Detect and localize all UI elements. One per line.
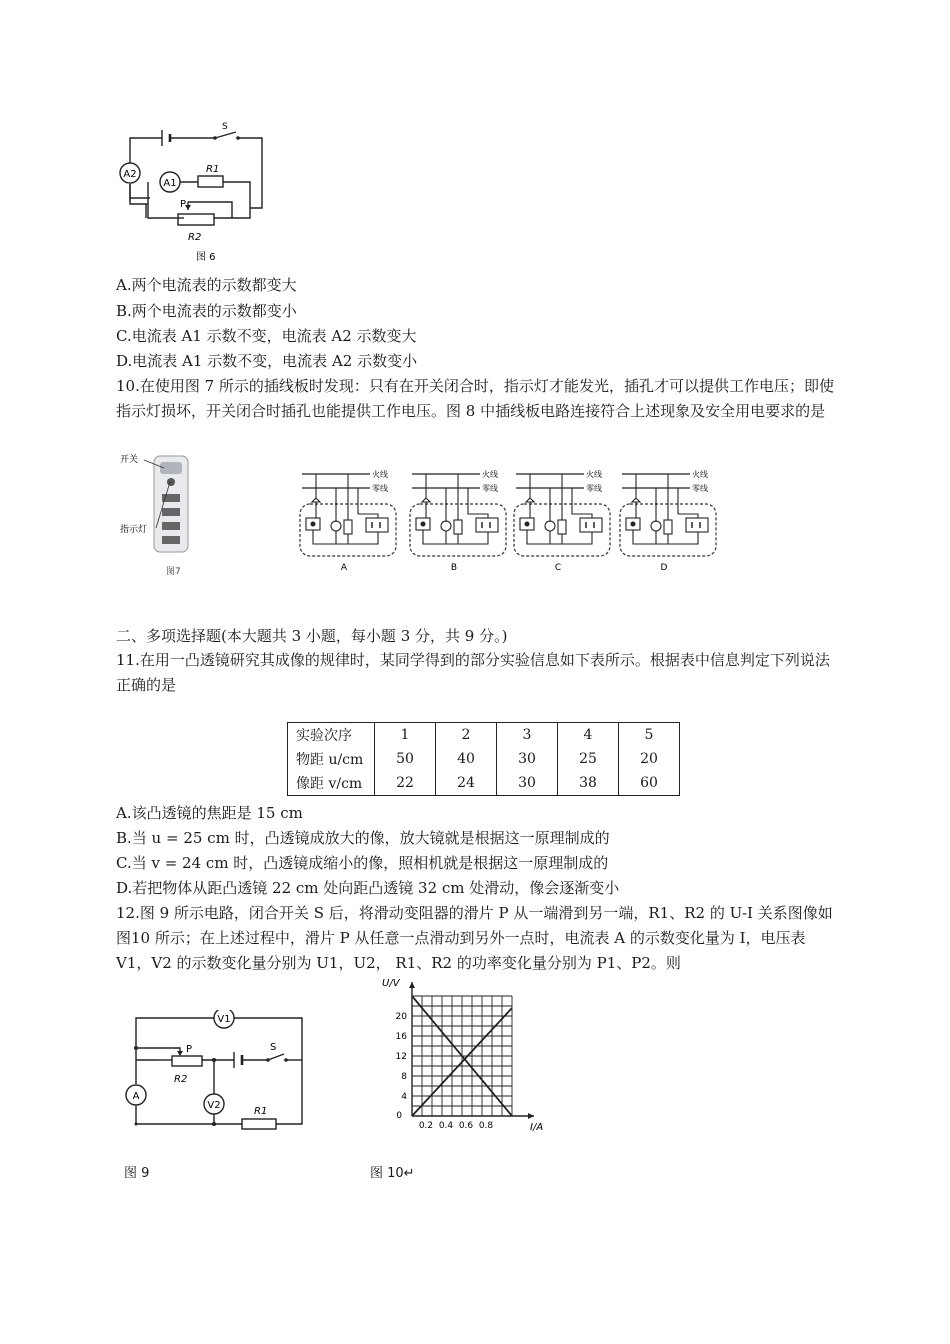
wiring-option-label: B	[450, 563, 458, 573]
neutral-wire-label: 零线	[372, 484, 388, 493]
y-tick-label: 20	[395, 1012, 407, 1022]
table-row	[288, 723, 680, 748]
live-wire-label: 火线	[482, 470, 498, 479]
wiring-option-label: A	[340, 563, 348, 573]
wiring-option-c[interactable]	[514, 469, 610, 573]
wiring-option-d[interactable]	[620, 469, 716, 573]
voltmeter-v2-label: V2	[207, 1100, 221, 1111]
table-cell: 60	[619, 771, 680, 796]
resistor-r1-label: R1	[206, 164, 220, 175]
x-tick-label: 0.8	[478, 1121, 494, 1131]
x-tick-label: 0.4	[438, 1121, 454, 1131]
y-tick-label: 12	[395, 1052, 407, 1062]
table-cell: 5	[619, 723, 680, 748]
origin-label: 0	[396, 1111, 402, 1121]
wiring-option-label: C	[554, 563, 562, 573]
q11-data-table	[287, 722, 680, 796]
q11-option-d: D.若把物体从距凸透镜 22 cm 处向距凸透镜 32 cm 处滑动，像会逐渐变小	[116, 879, 620, 897]
q11-option-b: B.当 u = 25 cm 时，凸透镜成放大的像，放大镜就是根据这一原理制成的	[116, 829, 610, 847]
table-cell: 30	[497, 747, 558, 771]
voltmeter-v1-label: V1	[217, 1014, 231, 1025]
fig7-lamp-label: 指示灯	[120, 525, 148, 535]
y-tick-label: 8	[401, 1072, 407, 1082]
figure-10-graph	[376, 976, 546, 1136]
figure-6-circuit	[110, 118, 280, 268]
slider-p-label: P	[186, 1044, 193, 1055]
table-cell: 38	[558, 771, 619, 796]
x-tick-label: 0.2	[418, 1121, 434, 1131]
live-wire-label: 火线	[692, 470, 708, 479]
table-cell: 4	[558, 723, 619, 748]
q9-option-b: B.两个电流表的示数都变小	[116, 302, 297, 320]
fig7-switch-label: 开关	[120, 455, 139, 465]
q11-option-c: C.当 v = 24 cm 时，凸透镜成缩小的像，照相机就是根据这一原理制成的	[116, 854, 609, 872]
x-tick-label: 0.6	[458, 1121, 474, 1131]
wiring-option-a[interactable]	[300, 469, 396, 573]
table-cell: 1	[375, 723, 436, 748]
q9-option-c: C.电流表 A1 示数不变，电流表 A2 示数变大	[116, 327, 417, 345]
table-row-header: 物距 u/cm	[288, 747, 375, 771]
table-cell: 50	[375, 747, 436, 771]
neutral-wire-label: 零线	[482, 484, 498, 493]
slider-p-label: P	[180, 199, 187, 210]
resistor-r2-label: R2	[188, 232, 202, 243]
figure-7-caption: 图7	[166, 567, 181, 577]
table-cell: 20	[619, 747, 680, 771]
table-row-header: 实验次序	[288, 723, 375, 748]
table-cell: 40	[436, 747, 497, 771]
table-cell: 22	[375, 771, 436, 796]
q9-option-d: D.电流表 A1 示数不变，电流表 A2 示数变小	[116, 352, 418, 370]
resistor-r2-label: R2	[174, 1074, 188, 1085]
y-axis-label: U/V	[382, 978, 400, 989]
neutral-wire-label: 零线	[692, 484, 708, 493]
q10-question: 10.在使用图 7 所示的插线板时发现：只有在开关闭合时，指示灯才能发光，插孔才可以提供工作电压；即使指示灯损坏，开关闭合时插孔也能提供工作电压。图 8 中插线板电路连接符合上述现象及安全用电要求的是	[116, 377, 834, 420]
figure-8-wiring-options	[292, 462, 722, 578]
y-tick-label: 16	[395, 1032, 407, 1042]
q9-option-a: A.两个电流表的示数都变大	[116, 276, 297, 294]
figure-9-circuit	[118, 1010, 318, 1135]
q12-question: 12.图 9 所示电路，闭合开关 S 后，将滑动变阻器的滑片 P 从一端滑到另一端，R1、R2 的 U-I 关系图像如图10 所示；在上述过程中，滑片 P 从任意一点滑动到另外一点时，电流表 A 的示数变化量为 I，电压表 V1，V2 的示数变化量分别为 U1，U2， R1、R2 的功率变化量分别为 P1、P2。则	[116, 904, 833, 972]
table-cell: 3	[497, 723, 558, 748]
y-tick-label: 4	[401, 1092, 407, 1102]
table-cell: 30	[497, 771, 558, 796]
ammeter-a-label: A	[132, 1091, 140, 1102]
switch-s-label: S	[222, 122, 228, 132]
ammeter-a1-label: A1	[163, 178, 177, 189]
neutral-wire-label: 零线	[586, 484, 602, 493]
q11-option-a: A.该凸透镜的焦距是 15 cm	[116, 804, 303, 822]
figure-9-caption: 图 9	[124, 1166, 150, 1181]
figure-7-power-strip	[120, 452, 200, 580]
q11-question: 11.在用一凸透镜研究其成像的规律时，某同学得到的部分实验信息如下表所示。根据表中信息判定下列说法正确的是	[116, 651, 830, 694]
table-row-header: 像距 v/cm	[288, 771, 375, 796]
table-cell: 25	[558, 747, 619, 771]
figure-10-caption: 图 10↵	[370, 1166, 415, 1181]
x-axis-label: I/A	[530, 1122, 544, 1133]
resistor-r1-label: R1	[254, 1106, 268, 1117]
table-row	[288, 747, 680, 771]
figure-6-caption: 图 6	[196, 252, 216, 263]
switch-s-label: S	[270, 1042, 277, 1053]
wiring-option-label: D	[660, 563, 668, 573]
live-wire-label: 火线	[372, 470, 388, 479]
live-wire-label: 火线	[586, 470, 602, 479]
table-row	[288, 771, 680, 796]
table-cell: 2	[436, 723, 497, 748]
wiring-option-b[interactable]	[410, 469, 506, 573]
ammeter-a2-label: A2	[123, 169, 137, 180]
table-cell: 24	[436, 771, 497, 796]
section-2-heading: 二、多项选择题(本大题共 3 小题，每小题 3 分，共 9 分。)	[116, 627, 508, 645]
